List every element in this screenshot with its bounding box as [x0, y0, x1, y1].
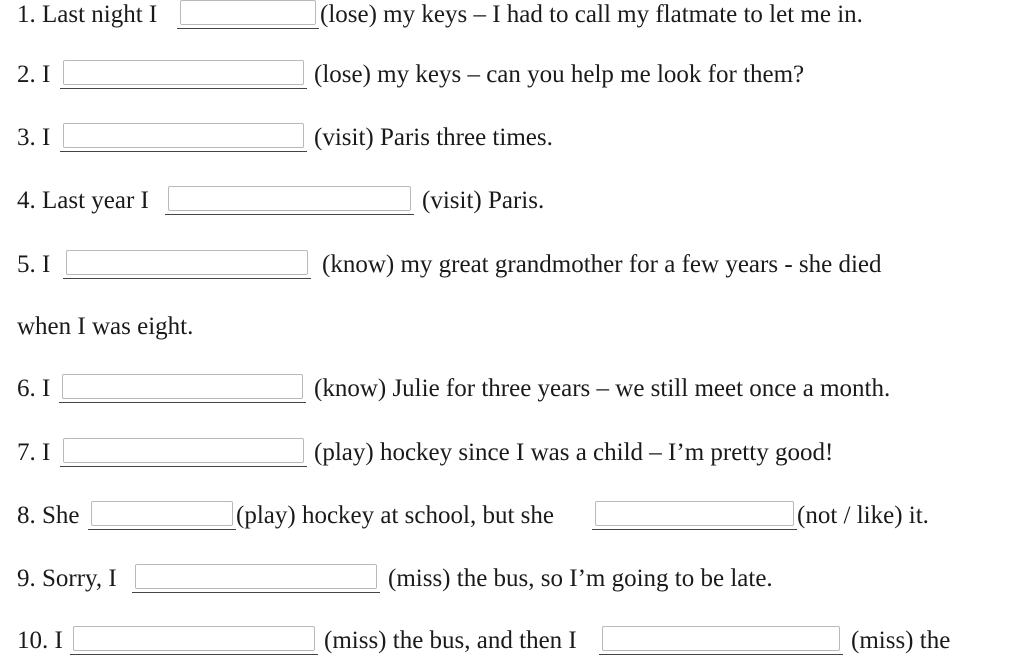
- question-10-text-before: 10. I: [17, 627, 63, 654]
- question-4-blank[interactable]: [165, 184, 414, 215]
- question-8-blank-1[interactable]: [88, 499, 236, 530]
- question-5-text-before: 5. I: [17, 251, 51, 278]
- question-8-blank-2[interactable]: [592, 499, 797, 530]
- question-4-text-after: (visit) Paris.: [422, 187, 545, 214]
- question-6-answer-input[interactable]: [62, 374, 303, 399]
- question-1-text-before: 1. Last night I: [17, 1, 158, 28]
- question-6-text-before: 6. I: [17, 375, 51, 402]
- question-9-text-after: (miss) the bus, so I’m going to be late.: [388, 565, 773, 592]
- question-1-answer-input[interactable]: [180, 0, 316, 25]
- question-2-blank[interactable]: [60, 58, 307, 89]
- question-9-text-before: 9. Sorry, I: [17, 565, 117, 592]
- question-10-answer-input-1[interactable]: [73, 626, 315, 651]
- question-6-text-after: (know) Julie for three years – we still meet once a month.: [314, 375, 891, 402]
- question-10-text-middle: (miss) the bus, and then I: [324, 627, 577, 654]
- question-3-text-before: 3. I: [17, 124, 51, 151]
- question-10-blank-2[interactable]: [599, 624, 843, 655]
- question-3-blank[interactable]: [60, 121, 307, 152]
- question-5-blank[interactable]: [63, 248, 311, 279]
- question-2-text-after: (lose) my keys – can you help me look for them?: [314, 61, 805, 88]
- question-9-blank[interactable]: [132, 562, 380, 593]
- question-1-text-after: (lose) my keys – I had to call my flatmate to let me in.: [320, 1, 863, 28]
- question-10-answer-input-2[interactable]: [602, 626, 840, 651]
- question-5-answer-input[interactable]: [66, 250, 308, 275]
- question-2-text-before: 2. I: [17, 61, 51, 88]
- question-3-text-after: (visit) Paris three times.: [314, 124, 553, 151]
- question-8-text-before: 8. She: [17, 502, 80, 529]
- question-10-blank-1[interactable]: [70, 624, 318, 655]
- question-6-blank[interactable]: [59, 372, 306, 403]
- question-5-text-continued: when I was eight.: [17, 313, 194, 340]
- question-7-blank[interactable]: [60, 436, 307, 467]
- question-10-text-after: (miss) the: [851, 627, 951, 654]
- question-8-text-middle: (play) hockey at school, but she: [236, 502, 554, 529]
- question-4-answer-input[interactable]: [168, 186, 411, 211]
- question-8-answer-input-1[interactable]: [91, 501, 233, 526]
- question-8-text-after: (not / like) it.: [797, 502, 929, 529]
- question-3-answer-input[interactable]: [63, 123, 304, 148]
- question-1-blank[interactable]: [177, 0, 319, 29]
- question-7-answer-input[interactable]: [63, 438, 304, 463]
- question-9-answer-input[interactable]: [135, 564, 377, 589]
- question-4-text-before: 4. Last year I: [17, 187, 149, 214]
- question-5-text-after: (know) my great grandmother for a few years - she died: [322, 251, 882, 278]
- question-8-answer-input-2[interactable]: [595, 501, 794, 526]
- question-2-answer-input[interactable]: [63, 60, 304, 85]
- question-7-text-before: 7. I: [17, 439, 51, 466]
- question-7-text-after: (play) hockey since I was a child – I’m pretty good!: [314, 439, 834, 466]
